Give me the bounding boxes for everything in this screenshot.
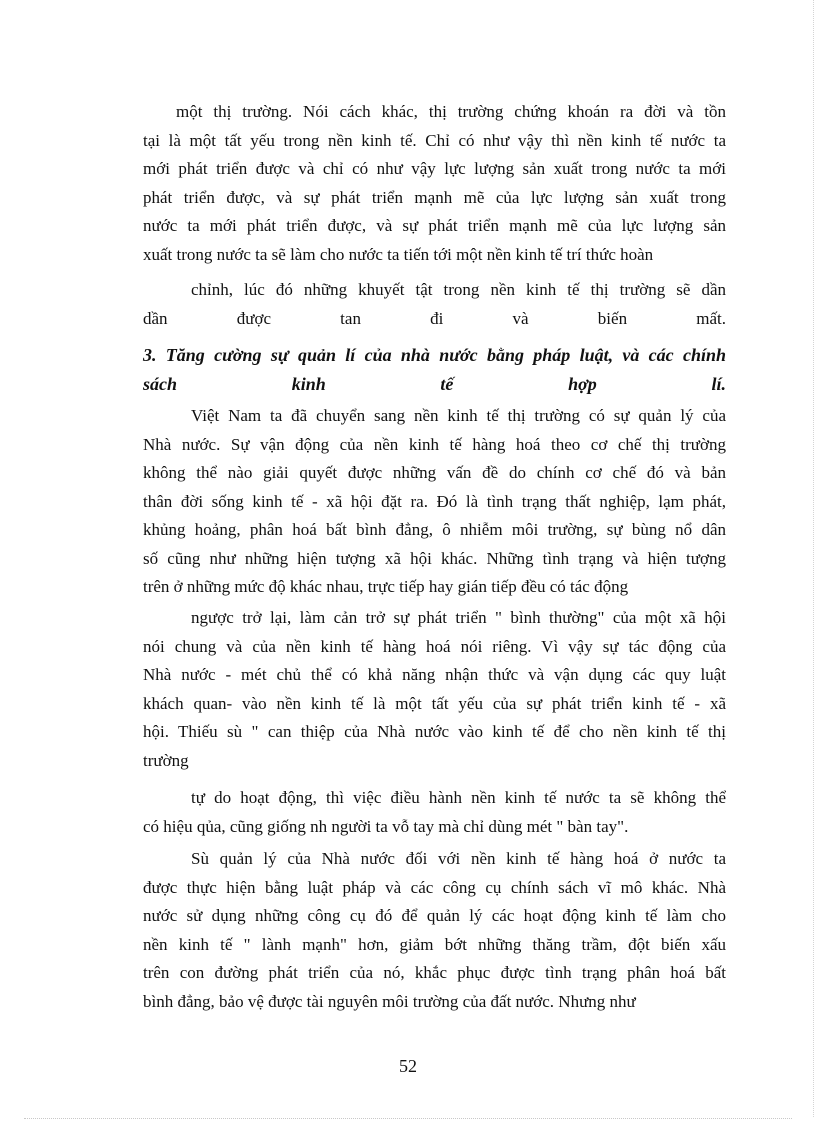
text-line: Nhà nước - mét chủ thể có khả năng nhận thức và vận dụng các quy luật bbox=[143, 665, 726, 684]
text-line: 3. Tăng cường sự quản lí của nhà nước bằng pháp luật, và các chính bbox=[143, 345, 726, 365]
text-line: nền kinh tế " lành mạnh" hơn, giảm bớt những thăng trầm, đột biến xấu bbox=[143, 934, 726, 954]
text-line: ngược trở lại, làm cản trở sự phát triển " bình thường" của một xã hội bbox=[191, 608, 726, 627]
text-line: nước sử dụng những công cụ đó để quản lý các hoạt động kinh tế làm cho bbox=[143, 906, 726, 925]
text-line: số cũng như những hiện tượng xã hội khác. Những tình trạng và hiện tượng bbox=[143, 548, 726, 568]
text-line: tại là một tất yếu trong nền kinh tế. Chỉ có như vậy thì nền kinh tế nước ta bbox=[143, 130, 726, 150]
text-line: sách kinh tế hợp lí. bbox=[143, 373, 726, 394]
text-line: phát triển được, và sự phát triển mạnh mẽ của lực lượng sản xuất trong bbox=[143, 187, 726, 207]
paragraph-state-management bbox=[143, 845, 726, 1016]
text-line: trường bbox=[143, 750, 189, 770]
text-line: có hiệu qủa, cũng giống nh người ta vỗ tay mà chỉ dùng mét " bàn tay". bbox=[143, 816, 629, 836]
text-line: nói chung và của nền kinh tế hàng hoá nói riêng. Vì vậy sự tác động của bbox=[143, 636, 726, 656]
text-line: trên con đường phát triển của nó, khắc phục được tình trạng phân hoá bất bbox=[143, 963, 726, 982]
text-line: chỉnh, lúc đó những khuyết tật trong nền kinh tế thị trường sẽ dần bbox=[191, 280, 726, 299]
text-line: khách quan- vào nền kinh tế là một tất yếu của sự phát triển kinh tế - xã bbox=[143, 693, 726, 713]
paragraph-intro bbox=[143, 98, 726, 269]
page-bottom-border bbox=[24, 1118, 792, 1119]
section-heading bbox=[143, 341, 726, 398]
text-line: được thực hiện bằng luật pháp và các công cụ chính sách vĩ mô khác. Nhà bbox=[143, 877, 726, 897]
text-line: nước ta mới phát triển được, và sự phát triển mạnh mẽ của lực lượng sản bbox=[143, 216, 726, 235]
text-line: xuất trong nước ta sẽ làm cho nước ta tiến tới một nền kinh tế trí thức hoàn bbox=[143, 244, 654, 264]
text-line: Nhà nước. Sự vận động của nền kinh tế hàng hoá theo cơ chế thị trường bbox=[143, 434, 726, 454]
paragraph-continuation bbox=[143, 276, 726, 333]
text-line: một thị trường. Nói cách khác, thị trường chứng khoán ra đời và tồn bbox=[176, 102, 726, 121]
paragraph-vietnam-market bbox=[143, 402, 726, 602]
paragraph-free-activity bbox=[143, 784, 726, 841]
text-line: tự do hoạt động, thì việc điều hành nền kinh tế nước ta sẽ không thể bbox=[191, 788, 726, 807]
text-line: bình đẳng, bảo vệ được tài nguyên môi trường của đất nước. Nhưng như bbox=[143, 991, 636, 1011]
text-line: mới phát triển được và chỉ có như vậy lực lượng sản xuất trong nước ta mới bbox=[143, 159, 726, 178]
text-line: Sù quản lý của Nhà nước đối với nền kinh tế hàng hoá ở nước ta bbox=[191, 849, 726, 868]
paragraph-state-role bbox=[143, 604, 726, 775]
page-number: 52 bbox=[399, 1056, 417, 1076]
text-line: hội. Thiếu sù " can thiệp của Nhà nước vào kinh tế để cho nền kinh tế thị bbox=[143, 722, 726, 741]
text-line: thân đời sống kinh tế - xã hội đặt ra. Đó là tình trạng thất nghiệp, lạm phát, bbox=[143, 491, 726, 511]
text-line: không thể nào giải quyết được những vấn đề do chính cơ chế đó và bản bbox=[143, 463, 726, 482]
page-right-border bbox=[813, 0, 814, 1117]
text-line: dần được tan đi và biến mất. bbox=[143, 308, 726, 328]
text-line: khủng hoảng, phân hoá bất bình đẳng, ô nhiễm môi trường, sự bùng nổ dân bbox=[143, 520, 726, 539]
text-line: trên ở những mức độ khác nhau, trực tiếp hay gián tiếp đều có tác động bbox=[143, 577, 629, 596]
text-line: Việt Nam ta đã chuyển sang nền kinh tế thị trường có sự quản lý của bbox=[191, 406, 726, 425]
